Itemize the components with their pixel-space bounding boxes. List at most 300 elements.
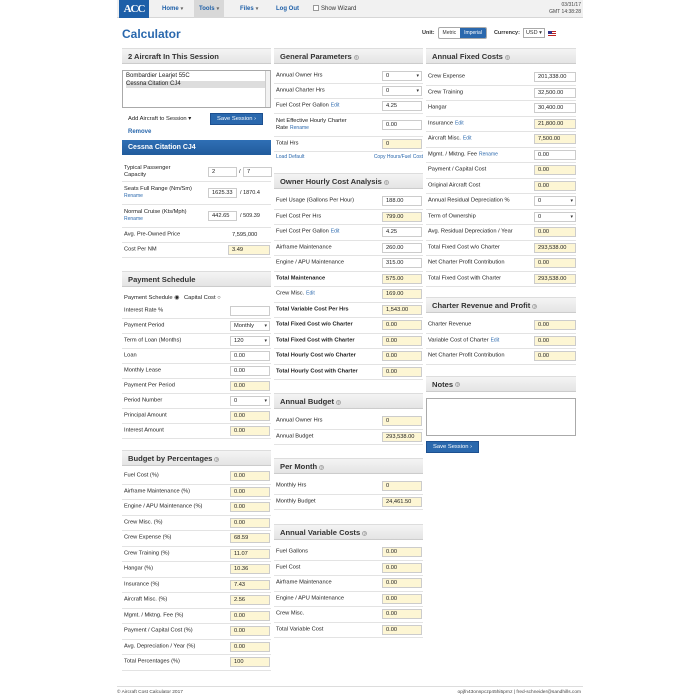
row-input[interactable]: 201,338.00: [534, 72, 576, 82]
row-label-text: Engine / APU Maintenance: [276, 595, 344, 602]
row-label: [428, 89, 536, 96]
row-label: [428, 182, 536, 189]
row-label-text: Insurance (%): [124, 581, 160, 588]
row-label: [428, 198, 536, 205]
row-label-text: Aircraft Misc.: [428, 135, 461, 142]
row-value: 11.07: [230, 549, 270, 559]
row-select[interactable]: 120 ▾: [230, 336, 270, 346]
row-label: [124, 643, 224, 650]
data-row: [274, 69, 423, 84]
currency-value: USD: [525, 30, 538, 36]
row-label: [428, 167, 536, 174]
data-row: [426, 318, 576, 334]
row-label: [428, 244, 536, 251]
row-input[interactable]: 0.00: [230, 366, 270, 376]
row-value: 0.00: [534, 181, 576, 191]
general-header: [274, 48, 423, 64]
data-row: [122, 409, 271, 424]
data-row: [122, 469, 271, 485]
row-label-text: Fuel Cost Per Hrs: [276, 213, 322, 220]
row-label-text: Crew Training (%): [124, 550, 170, 557]
fixed-rows: [426, 70, 576, 287]
row-label: [276, 368, 376, 375]
row-value: 0.00: [534, 227, 576, 237]
row-input[interactable]: 188.00: [382, 196, 422, 206]
data-row: [274, 99, 423, 114]
row-value: 0.00: [230, 626, 270, 636]
seats-range-alt: / 1870.4: [240, 190, 260, 196]
row-value: 0.00: [382, 609, 422, 619]
data-row: [122, 655, 271, 671]
annual-budget-header: [274, 393, 423, 409]
row-value: 0.00: [230, 611, 270, 621]
row-label: [428, 322, 528, 329]
row-label-text: Crew Misc.: [276, 290, 305, 297]
row-value: 0.00: [534, 336, 576, 346]
nav-files-label: Files: [240, 6, 254, 12]
row-label-text: Monthly Lease: [124, 367, 161, 374]
row-label: [276, 198, 376, 205]
edit-link[interactable]: Edit: [462, 135, 472, 142]
footer-copyright: © Aircraft Cost Calculator 2017: [117, 690, 183, 695]
row-value: 0.00: [534, 320, 576, 330]
row-label-text: Loan: [124, 352, 137, 359]
row-value: 100: [230, 657, 270, 667]
copy-hours-link[interactable]: Copy Hours/Fuel Cost: [373, 154, 423, 160]
datetime: [549, 2, 581, 16]
annual-budget-title: Annual Budget: [280, 397, 334, 406]
info-label: Normal Cruise (Kts/Mph): [124, 209, 187, 215]
save-session-button[interactable]: Save Session ›: [210, 113, 263, 125]
row-label-text: Engine / APU Maintenance: [276, 259, 344, 266]
row-value: 0.00: [534, 165, 576, 175]
row-value: 0.00: [382, 547, 422, 557]
row-value: 7.43: [230, 580, 270, 590]
unit-toggle: [438, 27, 487, 39]
row-label: [276, 337, 376, 344]
capital-cost-label: Capital Cost: [183, 295, 216, 301]
rename-link[interactable]: Rename: [124, 193, 143, 199]
row-label-text: Principal Amount: [124, 412, 167, 419]
per-month-header: [274, 458, 423, 474]
data-row: [426, 148, 576, 164]
row-label: [428, 229, 536, 236]
info-row: [122, 162, 271, 182]
data-row: [122, 500, 271, 516]
budget-pct-title: Budget by Percentages: [128, 454, 213, 463]
info-label-block: [124, 209, 204, 223]
data-row: [426, 132, 576, 148]
data-row: [122, 640, 271, 656]
row-label-text: Variable Cost of Charter: [428, 337, 489, 344]
row-label: [276, 88, 362, 95]
row-label: [276, 322, 376, 329]
nav-logout[interactable]: [276, 0, 299, 18]
info-row: [122, 205, 271, 228]
data-row: [426, 225, 576, 241]
notes-textarea[interactable]: [426, 398, 576, 436]
nav-home[interactable]: [162, 0, 183, 18]
row-label-text: Interest Amount: [124, 427, 164, 434]
session-title: 2 Aircraft In This Session: [128, 52, 219, 61]
passenger-input[interactable]: 2: [208, 167, 237, 177]
row-label: [276, 611, 376, 618]
info-label-block: [124, 186, 204, 200]
row-label-text: Original Aircraft Cost: [428, 182, 481, 189]
row-value: 293,538.00: [382, 432, 422, 442]
payment-schedule-label: Payment Schedule: [124, 295, 173, 301]
row-label-text: Total Hrs: [276, 140, 299, 147]
row-value: 169.00: [382, 289, 422, 299]
rename-link[interactable]: Rename: [479, 151, 498, 158]
row-value: 0.00: [382, 594, 422, 604]
row-value: 0.00: [230, 381, 270, 391]
row-label-text: Total Variable Cost Per Hrs: [276, 306, 349, 313]
row-label-text: Avg. Depreciation / Year (%): [124, 643, 196, 650]
help-icon[interactable]: ?: [456, 382, 459, 387]
row-input[interactable]: 0.00: [382, 120, 422, 130]
data-row: [274, 272, 423, 288]
row-label: [276, 564, 376, 571]
row-label: [276, 260, 376, 267]
row-input[interactable]: 315.00: [382, 258, 422, 268]
row-label: [428, 74, 536, 81]
row-label-text: Airframe Maintenance (%): [124, 488, 191, 495]
row-label: [124, 597, 224, 604]
row-label: [276, 580, 376, 587]
row-input[interactable]: 0.00: [230, 351, 270, 361]
charter-title: Charter Revenue and Profit: [432, 301, 531, 310]
edit-link[interactable]: Edit: [306, 290, 315, 297]
help-icon[interactable]: ?: [320, 464, 323, 470]
data-row: [274, 194, 423, 210]
rename-link[interactable]: Rename: [124, 216, 143, 222]
radio-selected-icon[interactable]: ◉: [174, 295, 180, 301]
chevron-down-icon: ▾: [216, 6, 220, 12]
remove-link[interactable]: Remove: [128, 129, 152, 135]
row-input[interactable]: 4.25: [382, 227, 422, 237]
edit-link[interactable]: Edit: [490, 337, 500, 344]
us-flag-icon: [548, 31, 556, 36]
info-row: [122, 182, 271, 205]
cost-per-nm-value: 3.49: [228, 245, 270, 255]
row-input[interactable]: 32,500.00: [534, 88, 576, 98]
row-label: [124, 504, 224, 511]
data-row: [122, 609, 271, 625]
help-icon[interactable]: ?: [215, 456, 219, 462]
variable-header: [274, 524, 423, 540]
data-row: [274, 365, 423, 381]
row-value: 0.00: [382, 625, 422, 635]
per-month-title: Per Month: [280, 462, 318, 471]
info-row: [122, 243, 271, 258]
row-label: [276, 549, 376, 556]
notes-title: Notes: [432, 379, 454, 389]
show-wizard-toggle[interactable]: [313, 0, 356, 18]
page-title: Calculator: [122, 27, 181, 41]
row-label: [124, 353, 224, 360]
data-row: [274, 479, 423, 495]
add-aircraft-label: Add Aircraft to Session: [128, 116, 187, 122]
row-label: [276, 229, 376, 236]
row-value: 0.00: [230, 642, 270, 652]
data-row: [426, 117, 576, 133]
row-input[interactable]: 260.00: [382, 243, 422, 253]
save-session-button-notes[interactable]: Save Session ›: [426, 441, 479, 453]
row-label-text: Total Percentages (%): [124, 658, 180, 665]
data-row: [274, 114, 423, 137]
row-label-text: Crew Misc.: [276, 610, 305, 617]
row-label: [276, 483, 376, 490]
row-label: [276, 141, 362, 148]
data-row: [274, 349, 423, 365]
preowned-price-value: 7,595,000: [232, 232, 258, 238]
row-label: [124, 383, 224, 390]
row-label-text: Term of Loan (Months): [124, 337, 182, 344]
row-label-text: Crew Expense: [428, 73, 465, 80]
row-input[interactable]: 30,400.00: [534, 103, 576, 113]
row-value: 0.00: [230, 411, 270, 421]
row-value: 0.00: [230, 518, 270, 528]
row-label-text: Annual Charter Hrs: [276, 87, 325, 94]
radio-icon[interactable]: ○: [217, 295, 221, 301]
help-icon[interactable]: ?: [385, 179, 388, 185]
show-wizard-label: Show Wizard: [321, 6, 357, 12]
data-row: [122, 547, 271, 563]
data-row: [274, 545, 423, 561]
info-label: Seats Full Range (Nm/Sm): [124, 186, 192, 192]
row-label: [276, 213, 376, 220]
row-label: [428, 337, 528, 344]
row-label-text: Mgmt. / Mktng. Fee: [428, 151, 477, 158]
data-row: [426, 70, 576, 86]
row-value: 0.00: [534, 351, 576, 361]
aircraft-item[interactable]: Bombardier Learjet 55C: [126, 73, 190, 79]
row-value: 7,500.00: [534, 134, 576, 144]
row-value: 575.00: [382, 274, 422, 284]
row-label: [428, 213, 536, 220]
charter-rows: [426, 318, 576, 365]
data-row: [426, 272, 576, 288]
row-value: 0: [382, 416, 422, 426]
per-month-rows: [274, 479, 423, 510]
edit-link[interactable]: Edit: [454, 120, 464, 127]
row-label: [276, 73, 362, 80]
row-value: 68.59: [230, 533, 270, 543]
info-row: [122, 228, 271, 243]
row-label: [276, 626, 376, 633]
nav-files[interactable]: [240, 0, 258, 18]
help-icon[interactable]: ?: [363, 530, 366, 536]
data-row: [274, 137, 423, 152]
row-label: [124, 338, 224, 345]
row-label-text: Total Fixed Cost with Charter: [276, 337, 355, 344]
row-label-text: Net Charter Profit Contribution: [428, 352, 505, 359]
unit-label: Unit:: [422, 30, 435, 36]
notes-actions: [426, 441, 576, 453]
row-value: 2.56: [230, 595, 270, 605]
info-label: Typical Passenger Capacity: [124, 164, 171, 178]
row-label-text: Total Fixed Cost with Charter: [428, 275, 502, 282]
row-label-text: Mgmt. / Mktng. Fee (%): [124, 612, 184, 619]
payment-rows: [122, 304, 271, 439]
row-label: [124, 398, 224, 405]
load-default-link[interactable]: Load Default: [276, 154, 305, 160]
row-label: [428, 275, 536, 282]
row-value: 1,543.00: [382, 305, 422, 315]
row-value: 0.00: [382, 578, 422, 588]
passenger-max-input[interactable]: 7: [243, 167, 272, 177]
currency-select[interactable]: USD ▾: [523, 28, 545, 38]
hourly-rows: [274, 194, 423, 380]
row-label-text: Airframe Maintenance: [276, 579, 332, 586]
data-row: [274, 241, 423, 257]
row-value: 21,800.00: [534, 119, 576, 129]
unit-bar: [422, 27, 556, 39]
save-session-notes-label: Save Session: [433, 443, 469, 450]
row-label: [124, 428, 224, 435]
row-label-text: Fuel Usage (Gallons Per Hour): [276, 197, 355, 204]
hourly-header: [274, 173, 423, 189]
row-input[interactable]: 4.25: [382, 101, 422, 111]
budget-pct-rows: [122, 469, 271, 671]
data-row: [122, 624, 271, 640]
unit-imperial[interactable]: Imperial: [460, 28, 486, 38]
unit-metric[interactable]: Metric: [442, 30, 457, 36]
fixed-header: [426, 48, 576, 64]
data-row: [426, 194, 576, 210]
general-title: General Parameters: [280, 52, 352, 61]
info-label: Cost Per NM: [124, 246, 157, 253]
data-row: [426, 163, 576, 179]
data-row: [274, 303, 423, 319]
edit-link[interactable]: Edit: [330, 228, 340, 235]
data-row: [274, 210, 423, 226]
rename-link[interactable]: Rename: [290, 125, 309, 131]
row-input[interactable]: [230, 306, 270, 316]
data-row: [274, 561, 423, 577]
chevron-down-icon: ▾: [180, 6, 184, 12]
row-label: [276, 275, 376, 282]
data-row: [122, 562, 271, 578]
data-row: [274, 225, 423, 241]
help-icon[interactable]: ?: [533, 303, 537, 309]
nav-logout-label: Log Out: [276, 6, 299, 12]
data-row: [274, 623, 423, 639]
list-scrollbar[interactable]: [265, 71, 270, 107]
checkbox-icon[interactable]: [313, 5, 319, 11]
add-aircraft-dropdown[interactable]: Add Aircraft to Session ▾: [128, 116, 192, 122]
data-row: [426, 210, 576, 226]
row-label: [276, 353, 376, 360]
payment-mode: [122, 292, 271, 304]
row-value: 0.00: [382, 320, 422, 330]
row-label-text: Total Maintenance: [276, 275, 326, 282]
row-input[interactable]: 0.00: [534, 150, 576, 160]
cruise-alt: / 509.39: [240, 213, 260, 219]
row-select[interactable]: 0 ▾: [534, 196, 576, 206]
row-label-text: Crew Expense (%): [124, 534, 172, 541]
row-label-text: Fuel Cost Per Gallon: [276, 228, 329, 235]
data-row: [274, 287, 423, 303]
data-row: [122, 578, 271, 594]
fixed-title: Annual Fixed Costs: [432, 52, 503, 61]
row-select[interactable]: 0 ▾: [382, 71, 422, 81]
aircraft-item-selected[interactable]: Cessna Citation CJ4: [126, 81, 267, 89]
row-label: [428, 120, 536, 127]
row-label-text: Term of Ownership: [428, 213, 476, 220]
row-select[interactable]: 0 ▾: [230, 396, 270, 406]
row-label-text: Hangar (%): [124, 565, 154, 572]
row-label-text: Total Hourly Cost w/o Charter: [276, 352, 356, 359]
row-label-text: Insurance: [428, 120, 453, 127]
row-value: 0: [382, 139, 422, 149]
nav-tools[interactable]: [194, 0, 224, 18]
row-value: 0.00: [382, 563, 422, 573]
row-value: 0.00: [230, 471, 270, 481]
row-label: [276, 433, 376, 440]
row-label-text: Monthly Budget: [276, 498, 316, 505]
data-row: [274, 495, 423, 511]
row-label: [124, 519, 224, 526]
aircraft-info: [122, 162, 271, 258]
footer: [117, 686, 583, 695]
help-icon[interactable]: ?: [506, 54, 509, 60]
row-select[interactable]: 0 ▾: [382, 86, 422, 96]
logo[interactable]: ACC: [119, 0, 149, 18]
data-row: [122, 516, 271, 532]
row-label-text: Annual Owner Hrs: [276, 417, 323, 424]
data-row: [122, 485, 271, 501]
row-label-text: Payment Per Period: [124, 382, 175, 389]
nav-home-label: Home: [162, 6, 179, 12]
data-row: [274, 430, 423, 446]
help-icon[interactable]: ?: [355, 54, 358, 60]
middle-column: [274, 48, 423, 638]
row-label-text: Fuel Cost (%): [124, 472, 159, 479]
data-row: [426, 349, 576, 365]
row-label-text: Fuel Cost Per Gallon: [276, 102, 329, 109]
edit-link[interactable]: Edit: [330, 102, 340, 109]
row-label: [124, 308, 224, 315]
row-label-text: Payment / Capital Cost: [428, 166, 487, 173]
seats-range-alt-value: 1870.4: [243, 190, 260, 196]
data-row: [122, 394, 271, 409]
data-row: [122, 379, 271, 394]
row-select[interactable]: 0 ▾: [534, 212, 576, 222]
data-row: [122, 334, 271, 349]
row-select[interactable]: Monthly ▾: [230, 321, 270, 331]
charter-header: [426, 297, 576, 313]
footer-user: opjfn43onnpczp45hi5prnz | fred-schneider@sandhills.com: [457, 690, 581, 695]
row-label: [276, 498, 376, 505]
row-label-text: Period Number: [124, 397, 163, 404]
payment-title: Payment Schedule: [128, 275, 196, 284]
data-row: [426, 241, 576, 257]
aircraft-list[interactable]: [122, 70, 271, 108]
row-label: [276, 306, 376, 313]
row-label: [124, 473, 224, 480]
seats-range-input[interactable]: 1625.33: [208, 188, 237, 198]
data-row: [274, 607, 423, 623]
row-label: [428, 136, 536, 143]
data-row: [122, 364, 271, 379]
cruise-input[interactable]: 442.65: [208, 211, 237, 221]
row-label-text: Interest Rate %: [124, 307, 164, 314]
row-label-text: Charter Revenue: [428, 321, 472, 328]
row-value: 293,538.00: [534, 274, 576, 284]
help-icon[interactable]: ?: [337, 399, 340, 405]
